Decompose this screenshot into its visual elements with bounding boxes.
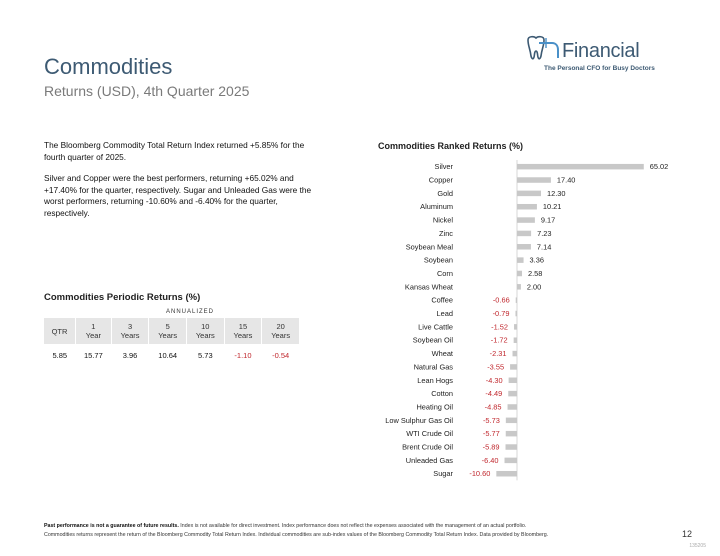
intro-paragraph-2: Silver and Copper were the best performers, returning +65.02% and +17.40% for the quarter, respectively. Sugar and Unleaded Gas were the worst performers, returning -10.60% and -6.40% for the quarter, respectively. bbox=[44, 173, 312, 218]
header-20-years: 20 Years bbox=[262, 318, 300, 344]
category-label: Gold bbox=[437, 188, 453, 198]
bar bbox=[517, 217, 535, 223]
logo-name: Financial bbox=[562, 40, 640, 62]
data-label: 12.30 bbox=[546, 188, 566, 198]
data-label: 2.00 bbox=[526, 282, 542, 292]
bar bbox=[512, 351, 517, 357]
data-label: 65.02 bbox=[649, 162, 669, 172]
data-label: -4.49 bbox=[485, 389, 503, 399]
bar bbox=[510, 364, 517, 370]
bar bbox=[506, 431, 517, 437]
category-label: Soybean bbox=[423, 255, 453, 265]
bar bbox=[517, 257, 524, 263]
data-label: 17.40 bbox=[556, 175, 576, 185]
footer-disclaimer bbox=[44, 522, 684, 540]
data-label: -6.40 bbox=[481, 455, 499, 465]
data-label: -1.52 bbox=[491, 322, 509, 332]
bar bbox=[517, 204, 537, 210]
data-label: 7.23 bbox=[537, 228, 552, 238]
bar bbox=[517, 244, 531, 250]
logo-tagline: The Personal CFO for Busy Doctors bbox=[544, 65, 655, 72]
category-label: Lean Hogs bbox=[417, 375, 453, 385]
bar bbox=[516, 297, 517, 303]
value-5-years: 10.64 bbox=[158, 350, 178, 360]
data-label: -10.60 bbox=[469, 469, 491, 479]
header-1-year: 1 Year bbox=[76, 318, 112, 344]
value-10-years: 5.73 bbox=[198, 350, 213, 360]
data-label: -0.79 bbox=[492, 309, 510, 319]
data-label: 7.14 bbox=[536, 242, 552, 252]
page-number: 12 bbox=[681, 529, 692, 539]
bar bbox=[508, 391, 517, 397]
bar bbox=[506, 444, 517, 450]
header-5-years: 5 Years bbox=[149, 318, 187, 344]
category-label: WTI Crude Oil bbox=[406, 429, 453, 439]
bar bbox=[517, 177, 551, 183]
category-label: Brent Crude Oil bbox=[402, 442, 453, 452]
bar bbox=[506, 418, 517, 424]
category-label: Coffee bbox=[431, 295, 453, 305]
category-label: Lead bbox=[436, 309, 453, 319]
data-label: 10.21 bbox=[542, 202, 562, 212]
value-15-years: -1.10 bbox=[234, 350, 252, 360]
category-label: Cotton bbox=[431, 389, 453, 399]
bar bbox=[517, 284, 521, 290]
category-label: Natural Gas bbox=[413, 362, 453, 372]
category-label: Low Sulphur Gas Oil bbox=[385, 415, 453, 425]
data-label: 9.17 bbox=[540, 215, 556, 225]
category-label: Kansas Wheat bbox=[404, 282, 453, 292]
category-label: Zinc bbox=[439, 228, 453, 238]
category-label: Corn bbox=[436, 268, 453, 278]
category-label: Aluminum bbox=[420, 202, 453, 212]
category-label: Nickel bbox=[432, 215, 453, 225]
category-label: Heating Oil bbox=[416, 402, 453, 412]
bar bbox=[509, 378, 517, 384]
category-label: Live Cattle bbox=[418, 322, 453, 332]
value-1-year: 15.77 bbox=[83, 350, 103, 360]
data-label: -5.89 bbox=[482, 442, 500, 452]
bar bbox=[514, 337, 517, 343]
category-label: Sugar bbox=[433, 469, 453, 479]
bar bbox=[515, 311, 517, 317]
data-label: -5.73 bbox=[482, 415, 500, 425]
category-label: Unleaded Gas bbox=[405, 455, 453, 465]
intro-paragraph-1: The Bloomberg Commodity Total Return Index returned +5.85% for the fourth quarter of 2025. bbox=[44, 140, 305, 162]
bar bbox=[517, 231, 531, 237]
document-code: 135205 bbox=[689, 543, 706, 549]
data-label: -4.85 bbox=[484, 402, 502, 412]
header-10-years: 10 Years bbox=[187, 318, 225, 344]
value-3-years: 3.96 bbox=[122, 350, 138, 360]
data-label: -2.31 bbox=[489, 349, 507, 359]
data-label: -0.66 bbox=[492, 295, 510, 305]
bar bbox=[496, 471, 517, 477]
bar bbox=[514, 324, 517, 330]
category-label: Soybean Meal bbox=[405, 242, 453, 252]
header-15-years: 15 Years bbox=[224, 318, 262, 344]
category-label: Soybean Oil bbox=[412, 335, 453, 345]
header-qtr: QTR bbox=[44, 318, 76, 344]
bar bbox=[508, 404, 517, 410]
data-label: -4.30 bbox=[485, 375, 503, 385]
bar bbox=[517, 271, 522, 277]
data-label: 2.58 bbox=[528, 268, 543, 278]
data-label: -3.55 bbox=[487, 362, 505, 372]
value-20-years: -0.54 bbox=[272, 350, 290, 360]
periodic-returns-title: Commodities Periodic Returns (%) bbox=[44, 292, 201, 303]
bar bbox=[517, 191, 541, 197]
data-label: 3.36 bbox=[529, 255, 544, 265]
category-label: Wheat bbox=[431, 349, 453, 359]
page-title: Commodities bbox=[44, 54, 173, 79]
data-label: -5.77 bbox=[482, 429, 500, 439]
annualized-label: ANNUALIZED bbox=[165, 309, 214, 315]
footer-line-2: Commodities returns represent the return of the Bloomberg Commodity Total Return Index. Individual commodities are sub-index values of the Bloomberg Commodity Total Return Index. Data provided by Bloomberg. bbox=[44, 532, 549, 538]
page-subtitle: Returns (USD), 4th Quarter 2025 bbox=[44, 83, 250, 99]
chart-title: Commodities Ranked Returns (%) bbox=[378, 141, 524, 151]
bar bbox=[517, 164, 644, 170]
value-qtr: 5.85 bbox=[52, 350, 68, 360]
category-label: Silver bbox=[434, 162, 453, 172]
category-label: Copper bbox=[428, 175, 453, 185]
footer-line-1: Index is not available for direct investment. Index performance does not reflect the expenses associated with the management of an actual portfolio. bbox=[178, 523, 527, 529]
footer-bold-note: Past performance is not a guarantee of future results. bbox=[44, 523, 179, 529]
header-3-years: 3 Years bbox=[111, 318, 149, 344]
bar bbox=[505, 458, 517, 464]
data-label: -1.72 bbox=[490, 335, 508, 345]
